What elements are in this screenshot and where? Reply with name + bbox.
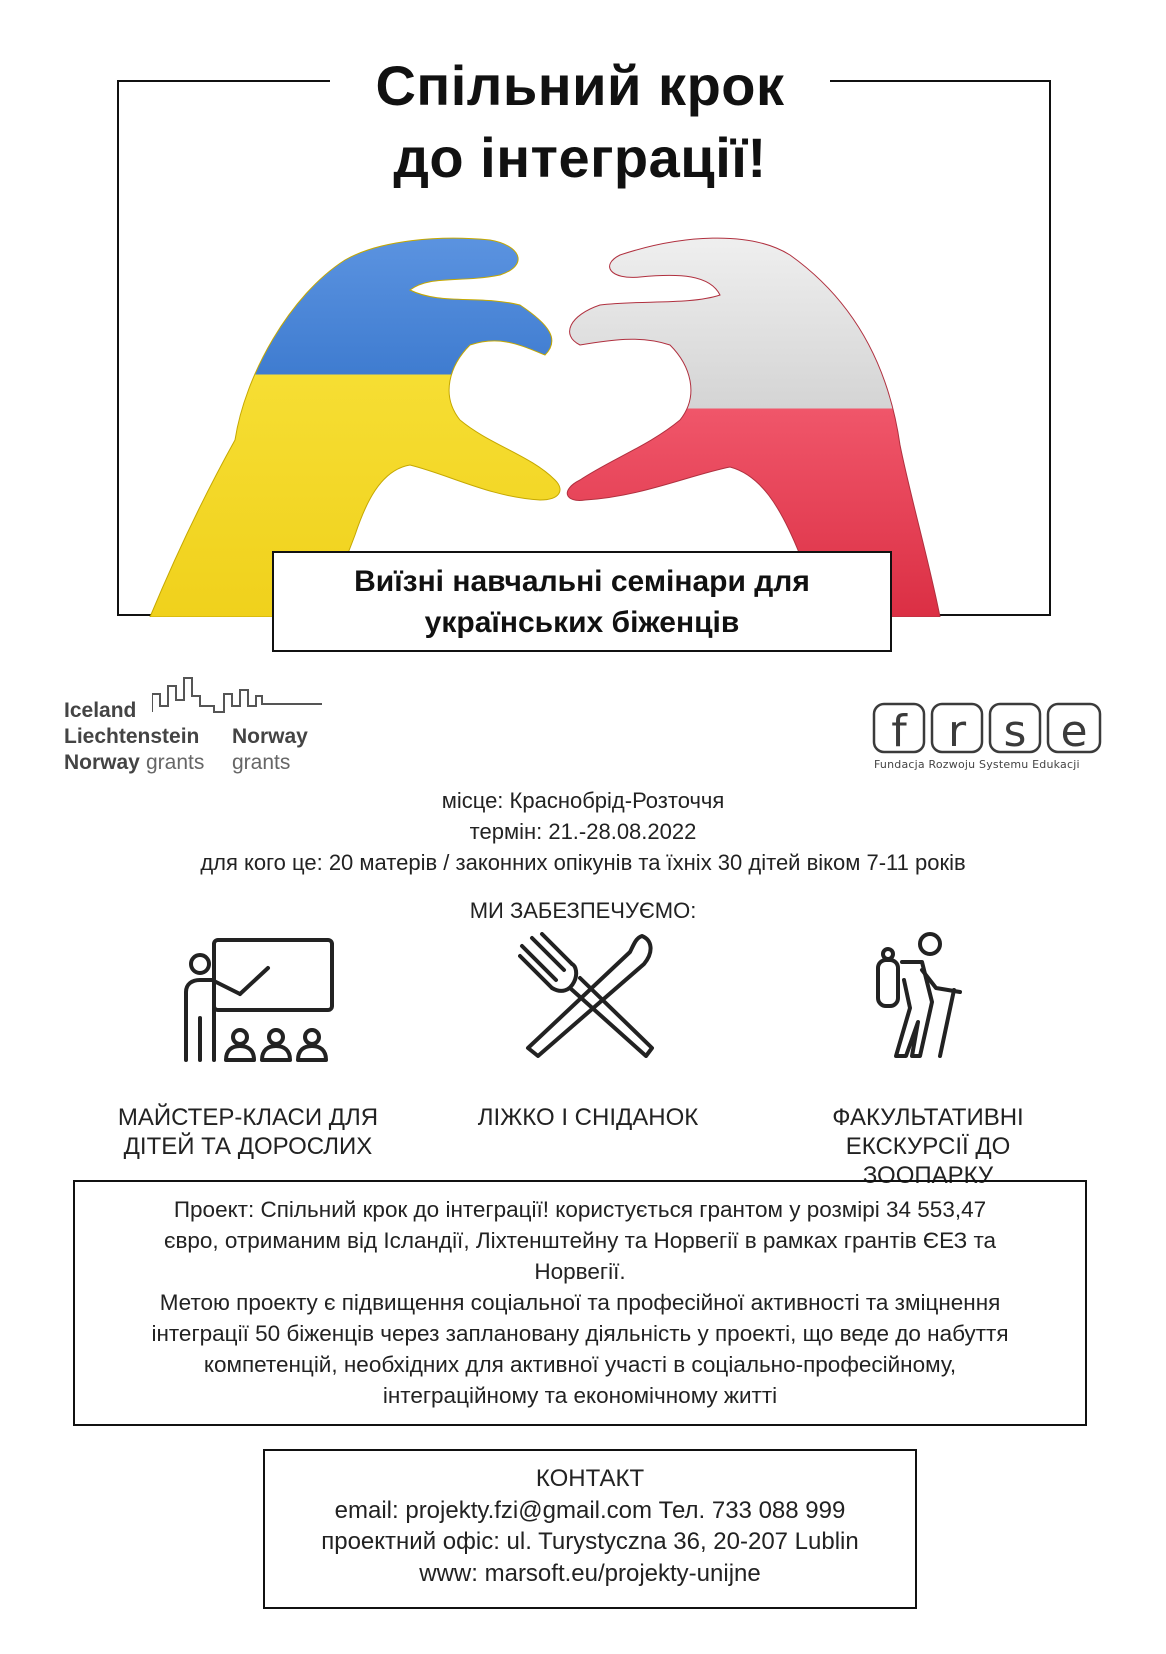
info-place: місце: Краснобрід-Розточчя — [441, 788, 725, 813]
logo-grants-right: grants — [232, 751, 291, 774]
subtitle-box — [272, 551, 892, 652]
contact-www: www: marsoft.eu/projekty-unijne — [419, 1559, 761, 1587]
page-title — [240, 50, 920, 194]
logo-grants: grants — [146, 751, 205, 774]
fork-knife-icon — [518, 932, 658, 1058]
frse-letter-s: s — [1003, 706, 1027, 756]
contact-email-phone: email: projekty.fzi@gmail.com Тел. 733 088 999 — [334, 1496, 846, 1524]
provision-bed-breakfast-line-1: ЛІЖКО І СНІДАНОК — [477, 1104, 699, 1131]
project-line-5: інтеграції 50 біженців через заплановану діяльність у проекті, що веде до набуття — [151, 1321, 1009, 1346]
frse-subtitle: Fundacja Rozwoju Systemu Edukacji — [874, 758, 1080, 771]
logo-liechtenstein: Liechtenstein — [64, 725, 200, 748]
frse-letter-r: r — [947, 706, 967, 756]
frse-letter-f: f — [891, 706, 907, 756]
hiker-icon — [870, 932, 970, 1060]
provision-excursions-line-1: ФАКУЛЬТАТИВНІ — [832, 1104, 1024, 1131]
skyline-icon — [152, 676, 327, 716]
project-line-4: Метою проекту є підвищення соціальної та професійної активності та зміцнення — [159, 1290, 1001, 1315]
title-line-1: Спільний крок — [375, 54, 785, 117]
frse-letters-icon — [872, 700, 1107, 756]
provision-excursions-line-3: ЗООПАРКУ — [862, 1162, 994, 1189]
contact-office: проектний офіс: ul. Turystyczna 36, 20-207 Lublin — [321, 1528, 859, 1555]
provision-masterclass-line-1: МАЙСТЕР-КЛАСИ ДЛЯ — [117, 1104, 379, 1131]
logo-norway: Norway — [64, 751, 140, 774]
provision-masterclass-line-2: ДІТЕЙ ТА ДОРОСЛИХ — [123, 1133, 373, 1160]
provision-masterclass-label — [88, 1103, 408, 1161]
project-line-7: інтеграційному та економічному житті — [382, 1383, 778, 1408]
teacher-class-icon — [178, 932, 338, 1068]
project-description-box — [73, 1180, 1087, 1426]
project-line-2: євро, отриманим від Ісландії, Ліхтенштейну та Норвегії в рамках грантів ЄЕЗ та — [163, 1228, 997, 1253]
frse-logo — [872, 700, 1107, 780]
provision-bed-breakfast-label — [428, 1103, 748, 1132]
contact-box — [263, 1449, 917, 1609]
info-date: термін: 21.-28.08.2022 — [469, 819, 697, 844]
contact-heading: КОНТАКТ — [535, 1465, 645, 1492]
info-audience: для кого це: 20 матерів / законних опікунів та їхніх 30 дітей віком 7-11 років — [200, 850, 966, 875]
project-line-6: компетенцій, необхідних для активної участі в соціально-професійному, — [203, 1352, 957, 1377]
logo-norway-right: Norway — [232, 725, 308, 748]
subtitle-line-2: українських біженців — [424, 605, 740, 639]
subtitle-line-1: Виїзні навчальні семінари для — [354, 564, 810, 598]
provision-excursions-line-2: ЕКСКУРСІЇ ДО — [845, 1133, 1011, 1160]
project-line-1: Проект: Спільний крок до інтеграції! користується грантом у розмірі 34 553,47 — [173, 1197, 987, 1222]
project-line-3: Норвегії. — [534, 1259, 626, 1284]
title-line-2: до інтеграції! — [393, 126, 767, 189]
provision-excursions-label — [768, 1103, 1088, 1190]
eea-norway-grants-logo — [62, 676, 327, 776]
frse-letter-e: e — [1060, 706, 1088, 756]
provide-heading: МИ ЗАБЕЗПЕЧУЄМО: — [469, 898, 697, 923]
logo-iceland: Iceland — [64, 699, 137, 722]
